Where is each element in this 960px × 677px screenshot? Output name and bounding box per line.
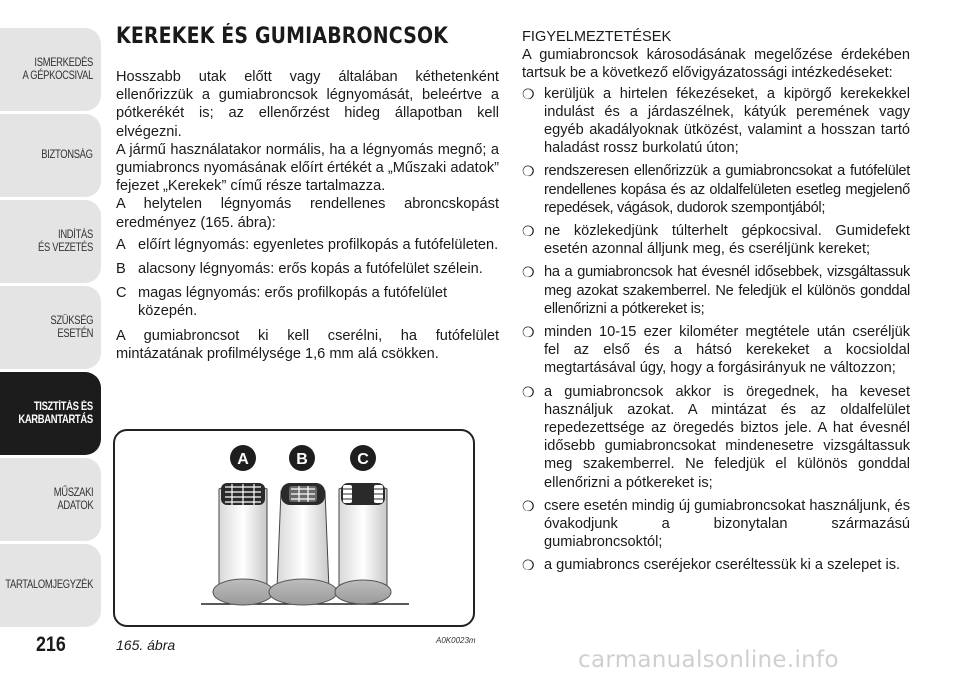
list-text: alacsony légnyomás: erős kopás a futófelület szélein. — [138, 261, 483, 278]
list-item — [522, 222, 910, 258]
list-item — [522, 85, 910, 158]
list-text: rendszeresen ellenőrizzük a gumiabroncsokat a futófelület rendellenes kopása és az oldalfelületen esetleg megjelenő repedések, vágások, dudorok szempontjából; — [544, 163, 910, 216]
list-text: ha a gumiabroncsok hat évesnél idősebbek, vizsgáltassuk meg azokat szakemberrel. Ne feledjük el különös gonddal ellenőrizni a pótkereket is; — [544, 264, 910, 317]
bullet-circle-icon: ❍ — [522, 497, 535, 514]
bullet-circle-icon: ❍ — [522, 223, 535, 240]
tire-wear-illustration — [115, 431, 473, 625]
bullet-circle-icon: ❍ — [522, 264, 535, 281]
bullet-circle-icon: ❍ — [522, 383, 535, 400]
body-paragraph: A jármű használatakor normális, ha a légnyomás megnő; a gumiabroncs nyomásának előírt értékét a „Műszaki adatok” fejezet „Kerekek” című része tartalmazza. — [116, 141, 499, 195]
bullet-circle-icon: ❍ — [522, 85, 535, 102]
tab-label: MŰSZAKI ADATOK — [53, 486, 93, 512]
closing-paragraph: A gumiabroncsot ki kell cserélni, ha futófelület mintázatának profilmélysége 1,6 mm alá csökken. — [116, 327, 499, 362]
bullet-circle-icon: ❍ — [522, 557, 535, 574]
warnings-column — [522, 28, 910, 580]
tab-biztonsag[interactable] — [0, 114, 101, 197]
list-text: előírt légnyomás: egyenletes profilkopás a futófelületen. — [138, 236, 499, 253]
tire-a-icon — [213, 483, 273, 605]
tab-label: TARTALOMJEGYZÉK — [5, 579, 93, 591]
list-item — [116, 284, 499, 320]
tab-tisztitas-active[interactable] — [0, 372, 101, 455]
warnings-intro: A gumiabroncsok károsodásának megelőzése érdekében tartsuk be a következő elővigyázatossági intézkedéseket: — [522, 47, 910, 82]
list-text: csere esetén mindig új gumiabroncsokat használjunk, és óvakodjunk a bizonytalan származású gumiabroncsoktól; — [544, 497, 910, 551]
list-item — [522, 162, 910, 217]
list-item — [116, 260, 499, 278]
list-text: minden 10-15 ezer kilométer megtétele után cseréljük fel az első és a hátsó kerekeket a kocsioldal megtartásával úgy, hogy a forgásirányuk ne változzon; — [544, 324, 910, 377]
page-number: 216 — [36, 633, 66, 656]
tab-label: BIZTONSÁG — [41, 149, 93, 161]
list-text: a gumiabroncsok akkor is öregednek, ha keveset használjuk azokat. A mintázat és az oldalfelület repedezettsége az öregedés biztos jele. A hat évesnél idősebb gumiabroncsokat mindenesetre vizsgáltassuk meg szakemberrel. Ne feledjük el különös gonddal ellenőrizni a pótkereket is; — [544, 383, 910, 491]
tab-label: TISZTÍTÁS ÉS KARBANTARTÁS — [18, 400, 93, 426]
tab-label: ISMERKEDÉS A GÉPKOCSIVAL — [22, 56, 93, 82]
tab-label: INDÍTÁS ÉS VEZETÉS — [38, 228, 93, 254]
page-title: KEREKEK ÉS GUMIABRONCSOK — [116, 24, 449, 49]
tire-c-icon — [335, 483, 391, 604]
label-a-marker — [230, 445, 256, 471]
label-c: C — [357, 451, 369, 468]
body-paragraph: Hosszabb utak előtt vagy általában kéthetenként ellenőrizzük a gumiabroncsok légnyomását, beleértve a pótkerékét is; az ellenőrzést hideg állapotban kell elvégezni. — [116, 69, 499, 140]
list-item — [522, 383, 910, 492]
label-c-marker — [350, 445, 376, 471]
label-a: A — [237, 451, 249, 468]
list-item — [522, 323, 910, 378]
list-item — [116, 236, 499, 254]
watermark: carmanualsonline.info — [578, 647, 839, 673]
body-paragraph: A helytelen légnyomás rendellenes abroncskopást eredményez (165. ábra): — [116, 196, 499, 231]
tab-ismerkedes[interactable] — [0, 28, 101, 111]
tab-inditas[interactable] — [0, 200, 101, 283]
warnings-heading: FIGYELMEZTETÉSEK — [522, 29, 672, 45]
list-item — [522, 556, 910, 574]
tire-wear-figure — [113, 429, 475, 627]
pressure-list — [116, 236, 499, 321]
warnings-list — [522, 85, 910, 575]
tab-label: SZÜKSÉG ESETÉN — [50, 314, 93, 340]
list-text: magas légnyomás: erős profilkopás a futófelület közepén. — [138, 285, 448, 320]
label-b: B — [296, 451, 308, 468]
bullet-circle-icon: ❍ — [522, 324, 535, 341]
list-item — [522, 263, 910, 318]
tab-muszaki[interactable] — [0, 458, 101, 541]
label-b-marker — [289, 445, 315, 471]
list-text: ne közlekedjünk túlterhelt gépkocsival. Gumidefekt esetén azonnal álljunk meg, és cseréljünk kereket; — [544, 223, 910, 258]
list-text: kerüljük a hirtelen fékezéseket, a kipörgő kerekekkel indulást és a járdaszélnek, kátyúk peremének vagy egyéb akadályoknak ütközést, valamint a hosszan tartó haladást rossz burkolatú úton; — [544, 85, 910, 157]
list-item — [522, 497, 910, 552]
bullet-circle-icon: ❍ — [522, 163, 535, 180]
list-key: B — [116, 261, 126, 278]
figure-caption: 165. ábra — [116, 637, 176, 653]
tab-szukseg[interactable] — [0, 286, 101, 369]
tab-tartalomjegyzek[interactable] — [0, 544, 101, 627]
list-key: C — [116, 285, 127, 302]
tire-b-icon — [269, 483, 337, 605]
list-text: a gumiabroncs cseréjekor cseréltessük ki a szelepet is. — [544, 557, 901, 574]
figure-code: A0K0023m — [436, 636, 476, 645]
left-column — [116, 68, 499, 363]
list-key: A — [116, 236, 126, 253]
